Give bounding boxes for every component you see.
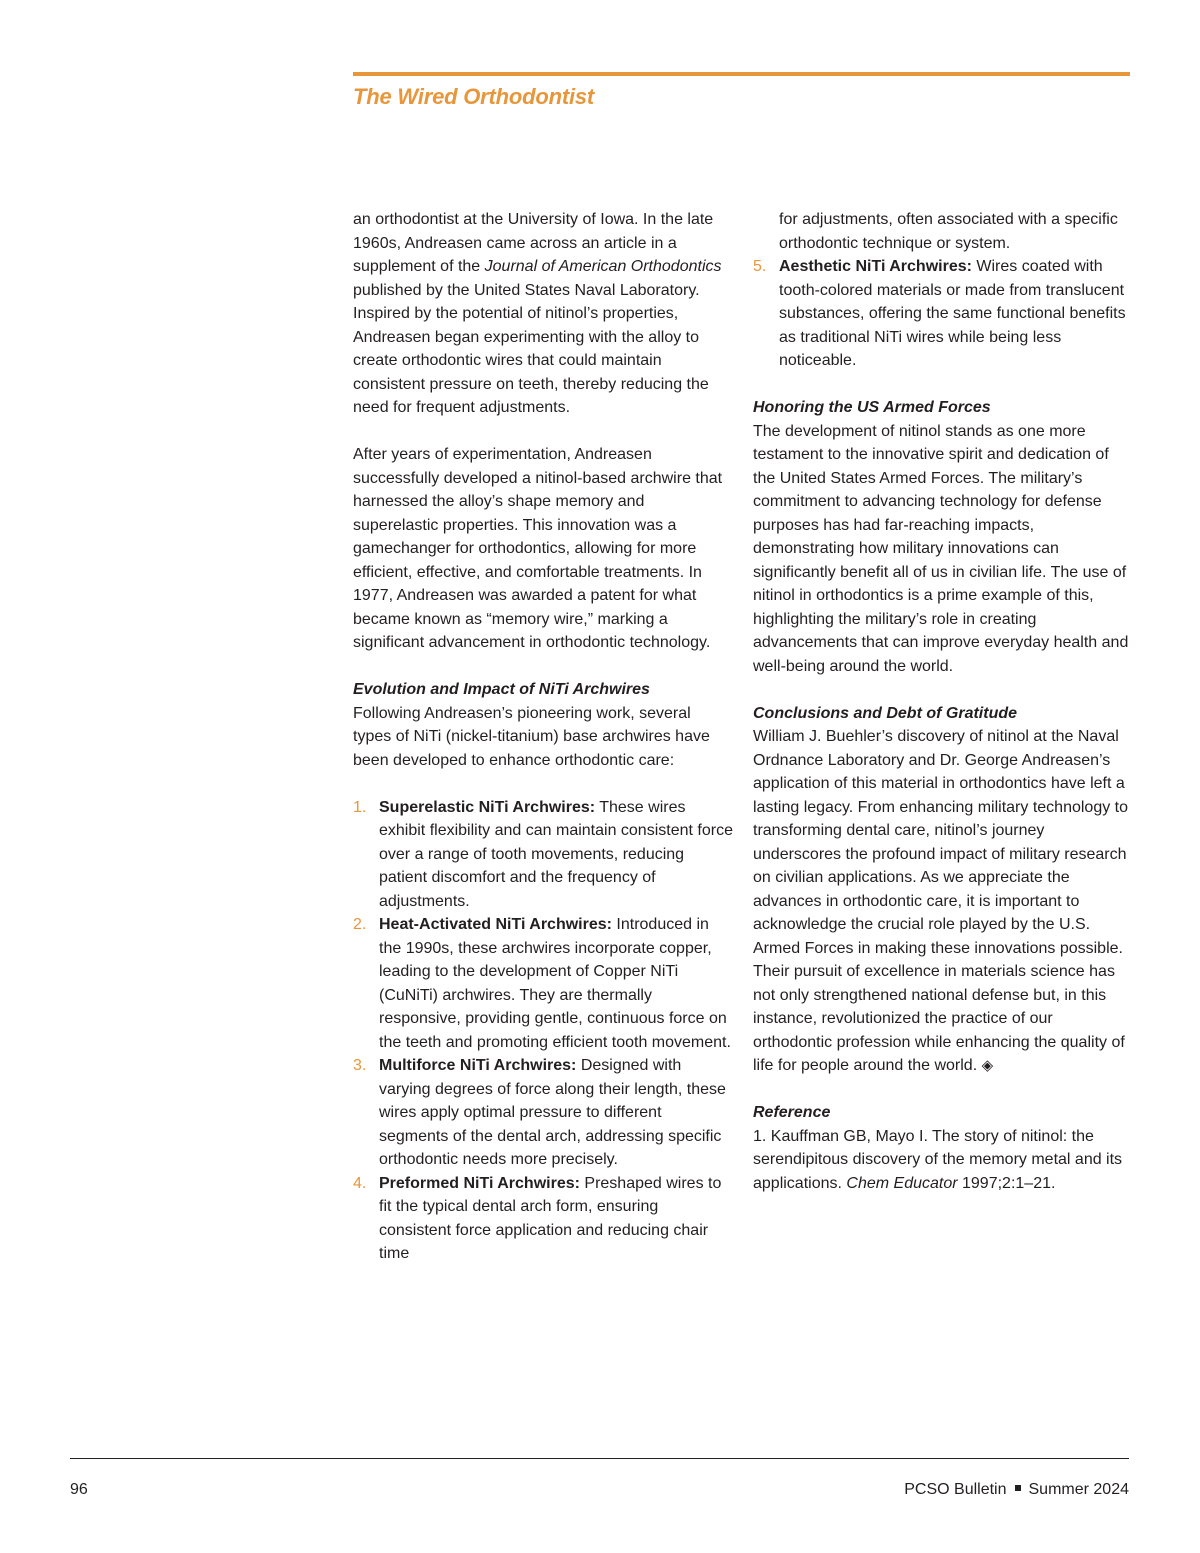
heading-evolution: Evolution and Impact of NiTi Archwires bbox=[353, 681, 650, 698]
page-number: 96 bbox=[70, 1481, 88, 1498]
heading-reference: Reference bbox=[753, 1104, 831, 1121]
journal-title: Journal of American Orthodontics bbox=[484, 258, 722, 275]
right-column bbox=[753, 208, 1133, 1195]
archwire-list bbox=[353, 796, 733, 1266]
end-mark-icon: ◈ bbox=[981, 1057, 994, 1074]
list-item-continued: for adjustments, often associated with a specific orthodontic technique or system. bbox=[779, 211, 1118, 252]
heading-honoring: Honoring the US Armed Forces bbox=[753, 399, 991, 416]
paragraph-intro: an orthodontist at the University of Iowa. In the late 1960s, Andreasen came across an article in a supplement of the Journal of American Orthodontics published by the United States Naval Laboratory. Inspired by the potential of nitinol’s properties, Andreasen began experimenting with the alloy to create orthodontic wires that could maintain consistent pressure on teeth, thereby reducing the need for frequent adjustments. bbox=[353, 211, 722, 416]
archwire-list-continued bbox=[753, 208, 1133, 373]
heading-conclusions: Conclusions and Debt of Gratitude bbox=[753, 704, 1018, 722]
paragraph-conclusions: William J. Buehler’s discovery of nitinol at the Naval Ordnance Laboratory and Dr. George Andreasen’s application of this material in orthodontics have left a lasting legacy. From enhancing military technology to transforming dental care, nitinol’s journey underscores the profound impact of military research on civilian applications. As we appreciate the advances in orthodontic care, it is important to acknowledge the crucial role played by the U.S. Armed Forces in making these innovations possible. Their pursuit of excellence in materials science has not only strengthened national defense but, in this instance, revolutionized the practice of our orthodontic profession while enhancing the quality of life for people around the world. ◈ bbox=[753, 728, 1128, 1074]
paragraph-evolution: Following Andreasen’s pioneering work, several types of NiTi (nickel-titanium) base archwires have been developed to enhance orthodontic care: bbox=[353, 704, 710, 769]
paragraph-honoring: The development of nitinol stands as one more testament to the innovative spirit and dedication of the United States Armed Forces. The military’s commitment to advancing technology for defense purposes has had far-reaching impacts, demonstrating how military innovations can significantly benefit all of us in civilian life. The use of nitinol in orthodontics is a prime example of this, highlighting the military’s role in creating advancements that can improve everyday health and well-being around the world. bbox=[753, 422, 1129, 675]
footer-rule bbox=[70, 1458, 1129, 1459]
separator-square-icon bbox=[1015, 1485, 1021, 1491]
section-title: The Wired Orthodontist bbox=[353, 84, 595, 109]
reference-entry: 1. Kauffman GB, Mayo I. The story of nitinol: the serendipitous discovery of the memory metal and its applications. Chem Educator 1997;2:1–21. bbox=[753, 1127, 1123, 1192]
list-item: 2. Heat-Activated NiTi Archwires: Introduced in the 1990s, these archwires incorporate copper, leading to the development of Copper NiTi (CuNiTi) archwires. They are thermally responsive, providing gentle, continuous force on the teeth and promoting efficient tooth movement. bbox=[353, 916, 731, 1051]
header-rule bbox=[353, 72, 1130, 76]
list-item: 4. Preformed NiTi Archwires: Preshaped wires to fit the typical dental arch form, ensuring consistent force application and reducing chair time bbox=[353, 1174, 722, 1262]
list-item: 1. Superelastic NiTi Archwires: These wires exhibit flexibility and can maintain consistent force over a range of tooth movements, reducing patient discomfort and the frequency of adjustments. bbox=[353, 798, 733, 910]
paragraph-patent: After years of experimentation, Andreasen successfully developed a nitinol-based archwire that harnessed the alloy’s shape memory and superelastic properties. This innovation was a gamechanger for orthodontics, allowing for more efficient, effective, and comfortable treatments. In 1977, Andreasen was awarded a patent for what became known as “memory wire,” marking a significant advancement in orthodontic technology. bbox=[353, 446, 723, 651]
publication-info: PCSO Bulletin Summer 2024 bbox=[904, 1481, 1129, 1498]
reference-journal: Chem Educator bbox=[846, 1174, 958, 1192]
list-item: 3. Multiforce NiTi Archwires: Designed with varying degrees of force along their length, these wires apply optimal pressure to different segments of the dental arch, addressing specific orthodontic needs more precisely. bbox=[353, 1057, 726, 1168]
list-item: 5. Aesthetic NiTi Archwires: Wires coated with tooth-colored materials or made from translucent substances, offering the same functional benefits as traditional NiTi wires while being less noticeable. bbox=[753, 258, 1126, 369]
left-column bbox=[353, 208, 733, 1266]
